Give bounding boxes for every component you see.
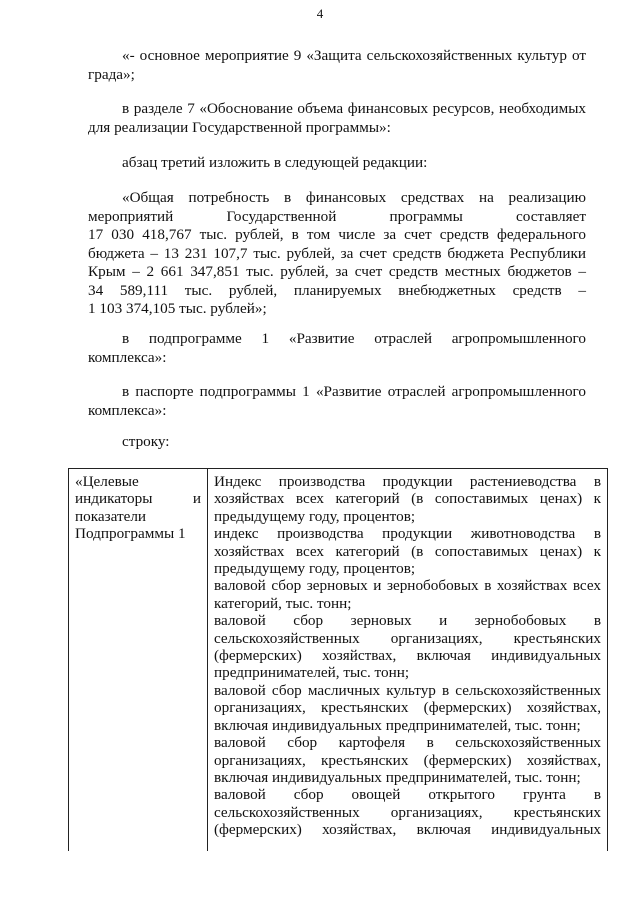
indicators-list-cell [208, 469, 608, 851]
financing-line: 1 103 374,105 тыс. рублей»; [88, 300, 267, 317]
indicator-line: валовой сбор зерновых и зернобобовых в хозяйствах всех [214, 577, 601, 595]
label-line: индикаторы и [75, 490, 201, 508]
indicator-line: индекс производства продукции животноводства в [214, 525, 601, 543]
financing-line: Крым – 2 661 347,851 тыс. рублей, за счет средств местных бюджетов – [88, 263, 586, 280]
indicator-line: валовой сбор масличных культур в сельскохозяйственных [214, 681, 601, 699]
table-row [69, 469, 608, 851]
page-number: 4 [316, 6, 324, 21]
indicators-table [68, 468, 608, 851]
indicator-line: категорий, тыс. тонн; [214, 594, 352, 612]
financing-line: 17 030 418,767 тыс. рублей, в том числе за счет средств федерального [88, 226, 586, 243]
paragraph-row-intro: строку: [122, 433, 170, 450]
indicator-lines [214, 473, 601, 839]
indicator-line: организациях, крестьянских (фермерских) хозяйствах, [214, 751, 601, 769]
indicator-line: хозяйствах всех категорий (в сопоставимых ценах) к [214, 542, 601, 560]
indicator-line: сельскохозяйственных организациях, крестьянских [214, 803, 601, 821]
indicator-line: предыдущему году, процентов; [214, 560, 416, 578]
indicator-line: сельскохозяйственных организациях, крестьянских [214, 629, 601, 647]
indicator-line: предыдущему году, процентов; [214, 507, 416, 525]
indicators-label-cell [69, 469, 208, 851]
label-line: «Целевые [75, 473, 139, 490]
indicator-line: Индекс производства продукции растениеводства в [214, 473, 601, 490]
indicator-line: валовой сбор зерновых и зернобобовых в [214, 612, 601, 630]
indicator-line: организациях, крестьянских (фермерских) хозяйствах, [214, 699, 601, 717]
financing-line: 34 589,111 тыс. рублей, планируемых внебюджетных средств – [88, 281, 586, 299]
financing-line: мероприятий Государственной программы составляет [88, 207, 586, 225]
paragraph-financing-total [88, 189, 586, 319]
paragraph-section-7: в разделе 7 «Обоснование объема финансовых ресурсов, необходимых для реализации Государственной программы»: [88, 100, 586, 136]
paragraph-subprogram-1-passport: в паспорте подпрограммы 1 «Развитие отраслей агропромышленного комплекса»: [88, 383, 586, 419]
indicator-line: (фермерских) хозяйствах, включая индивидуальных [214, 821, 601, 839]
indicator-line: включая индивидуальных предпринимателей, тыс. тонн; [214, 716, 581, 734]
indicator-line: хозяйствах всех категорий (в сопоставимых ценах) к [214, 490, 601, 508]
financing-line: «Общая потребность в финансовых средствах на реализацию [122, 189, 586, 206]
paragraph-third-indent: абзац третий изложить в следующей редакции: [122, 154, 428, 171]
indicator-line: (фермерских) хозяйствах, включая индивидуальных [214, 647, 601, 665]
paragraph-subprogram-1: в подпрограмме 1 «Развитие отраслей агропромышленного комплекса»: [88, 330, 586, 366]
indicator-line: предпринимателей, тыс. тонн; [214, 664, 410, 682]
label-line: показатели [75, 507, 147, 525]
financing-line: бюджета – 13 231 107,7 тыс. рублей, за счет средств бюджета Республики [88, 244, 586, 262]
indicator-line: включая индивидуальных предпринимателей, тыс. тонн; [214, 768, 581, 786]
label-line: Подпрограммы 1 [75, 525, 186, 543]
paragraph-main-event-9: «- основное мероприятие 9 «Защита сельскохозяйственных культур от града»; [88, 47, 586, 83]
indicator-line: валовой сбор овощей открытого грунта в [214, 786, 601, 804]
indicator-line: валовой сбор картофеля в сельскохозяйственных [214, 734, 601, 752]
